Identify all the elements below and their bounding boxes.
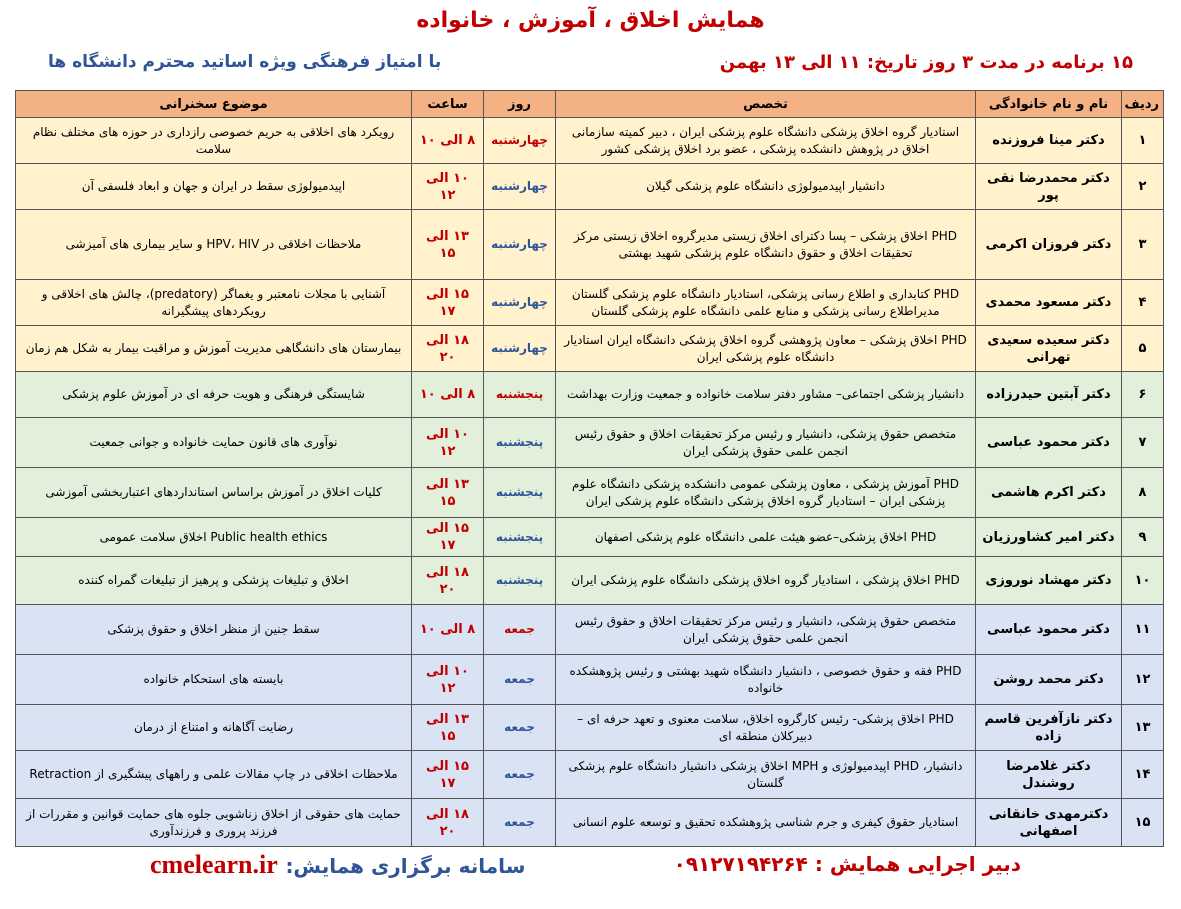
platform-link[interactable]: cmelearn.ir (150, 850, 278, 879)
col-header-topic: موضوع سخنرانی (16, 91, 412, 118)
session-day: پنجشنبه (484, 557, 556, 605)
table-header-row (16, 91, 1164, 118)
table-row (16, 164, 1164, 210)
platform-info (150, 850, 525, 880)
row-index: ۶ (1122, 372, 1164, 418)
session-time: ۱۵ الی ۱۷ (412, 280, 484, 326)
table-row (16, 210, 1164, 280)
session-topic: آشنایی با مجلات نامعتبر و یغماگر (predatory)، چالش های اخلاقی و رویکردهای پیشگیرانه (16, 280, 412, 326)
col-header-index: ردیف (1122, 91, 1164, 118)
table-row (16, 799, 1164, 847)
session-topic: ملاحظات اخلاقی در HPV، HIV و سایر بیماری های آمیزشی (16, 210, 412, 280)
speaker-specialty: PHD اخلاق پزشکی ، استادیار گروه اخلاق پزشکی دانشگاه علوم پزشکی ایران (556, 557, 976, 605)
session-day: جمعه (484, 751, 556, 799)
session-time: ۱۳ الی ۱۵ (412, 210, 484, 280)
table-row (16, 418, 1164, 468)
program-table (15, 90, 1164, 847)
session-time: ۱۰ الی ۱۲ (412, 418, 484, 468)
speaker-name: دکتر مهشاد نوروزی (976, 557, 1122, 605)
session-day: چهارشنبه (484, 210, 556, 280)
table-row (16, 468, 1164, 518)
row-index: ۱۵ (1122, 799, 1164, 847)
table-row (16, 280, 1164, 326)
session-topic: حمایت های حقوقی از اخلاق زناشویی جلوه های حمایت قوانین و مقررات از فرزند پروری و فرزندآوری (16, 799, 412, 847)
speaker-name: دکتر محمود عباسی (976, 605, 1122, 655)
col-header-specialty: تخصص (556, 91, 976, 118)
col-header-time: ساعت (412, 91, 484, 118)
table-row (16, 372, 1164, 418)
credit-info: با امتیاز فرهنگی ویژه اساتید محترم دانشگاه ها (48, 52, 442, 72)
session-time: ۸ الی ۱۰ (412, 118, 484, 164)
session-topic: کلیات اخلاق در آموزش براساس استانداردهای اعتباربخشی آموزشی (16, 468, 412, 518)
row-index: ۸ (1122, 468, 1164, 518)
speaker-name: دکتر مسعود محمدی (976, 280, 1122, 326)
speaker-name: دکتر آبتین حیدرزاده (976, 372, 1122, 418)
session-time: ۱۰ الی ۱۲ (412, 164, 484, 210)
session-time: ۸ الی ۱۰ (412, 372, 484, 418)
session-topic: بیمارستان های دانشگاهی مدیریت آموزش و مراقبت بیمار به شکل هم زمان (16, 326, 412, 372)
speaker-specialty: استادیار گروه اخلاق پزشکی دانشگاه علوم پزشکی ایران ، دبیر کمیته سازمانی اخلاق در پژوهش دانشکده پزشکی ، عضو برد اخلاق پزشکی کشور (556, 118, 976, 164)
session-day: جمعه (484, 705, 556, 751)
row-index: ۷ (1122, 418, 1164, 468)
speaker-specialty: دانشیار اپیدمیولوژی دانشگاه علوم پزشکی گیلان (556, 164, 976, 210)
session-topic: Public health ethics اخلاق سلامت عمومی (16, 518, 412, 557)
row-index: ۱۳ (1122, 705, 1164, 751)
row-index: ۳ (1122, 210, 1164, 280)
session-time: ۱۳ الی ۱۵ (412, 468, 484, 518)
table-row (16, 118, 1164, 164)
table-row (16, 557, 1164, 605)
row-index: ۱۴ (1122, 751, 1164, 799)
session-time: ۱۵ الی ۱۷ (412, 751, 484, 799)
table-row (16, 751, 1164, 799)
speaker-specialty: متخصص حقوق پزشکی، دانشیار و رئیس مرکز تحقیقات اخلاق و حقوق رئیس انجمن علمی حقوق پزشکی ایران (556, 418, 976, 468)
session-day: چهارشنبه (484, 280, 556, 326)
session-time: ۱۰ الی ۱۲ (412, 655, 484, 705)
speaker-specialty: استادیار حقوق کیفری و جرم شناسی پژوهشکده تحقیق و توسعه علوم انسانی (556, 799, 976, 847)
session-day: جمعه (484, 605, 556, 655)
table-row (16, 655, 1164, 705)
session-time: ۱۸ الی ۲۰ (412, 799, 484, 847)
row-index: ۱۰ (1122, 557, 1164, 605)
speaker-specialty: PHD اخلاق پزشکی–عضو هیئت علمی دانشگاه علوم پزشکی اصفهان (556, 518, 976, 557)
session-time: ۱۸ الی ۲۰ (412, 326, 484, 372)
speaker-name: دکتر غلامرضا روشندل (976, 751, 1122, 799)
session-day: پنجشنبه (484, 518, 556, 557)
session-topic: رویکرد های اخلاقی به حریم خصوصی رازداری در حوزه های مختلف نظام سلامت (16, 118, 412, 164)
session-day: چهارشنبه (484, 326, 556, 372)
session-time: ۱۵ الی ۱۷ (412, 518, 484, 557)
row-index: ۱۱ (1122, 605, 1164, 655)
speaker-specialty: PHD فقه و حقوق خصوصی ، دانشیار دانشگاه شهید بهشتی و رئیس پژوهشکده خانواده (556, 655, 976, 705)
speaker-name: دکتر محمدرضا نقی پور (976, 164, 1122, 210)
session-topic: اخلاق و تبلیغات پزشکی و پرهیز از تبلیغات گمراه کننده (16, 557, 412, 605)
speaker-specialty: PHD اخلاق پزشکی – پسا دکترای اخلاق زیستی مدیرگروه اخلاق زیستی مرکز تحقیقات اخلاق و حقوق دانشگاه علوم پزشکی شهید بهشتی (556, 210, 976, 280)
speaker-name: دکتر محمد روشن (976, 655, 1122, 705)
session-day: جمعه (484, 799, 556, 847)
schedule-info: ۱۵ برنامه در مدت ۳ روز تاریخ: ۱۱ الی ۱۳ بهمن (719, 52, 1133, 73)
session-day: پنجشنبه (484, 418, 556, 468)
session-time: ۱۳ الی ۱۵ (412, 705, 484, 751)
executive-secretary: دبیر اجرایی همایش : ۰۹۱۲۷۱۹۴۲۶۴ (673, 852, 1021, 876)
page-title: همایش اخلاق ، آموزش ، خانواده (416, 8, 765, 33)
session-topic: نوآوری های قانون حمایت خانواده و جوانی جمعیت (16, 418, 412, 468)
speaker-specialty: متخصص حقوق پزشکی، دانشیار و رئیس مرکز تحقیقات اخلاق و حقوق رئیس انجمن علمی حقوق پزشکی ایران (556, 605, 976, 655)
speaker-name: دکتر امیر کشاورزیان (976, 518, 1122, 557)
speaker-name: دکتر فروزان اکرمی (976, 210, 1122, 280)
session-topic: بایسته های استحکام خانواده (16, 655, 412, 705)
row-index: ۹ (1122, 518, 1164, 557)
session-day: پنجشنبه (484, 372, 556, 418)
session-day: چهارشنبه (484, 164, 556, 210)
platform-label: سامانه برگزاری همایش: (285, 854, 526, 878)
row-index: ۱ (1122, 118, 1164, 164)
session-topic: اپیدمیولوژی سقط در ایران و جهان و ابعاد فلسفی آن (16, 164, 412, 210)
speaker-name: دکتر نازآفرین قاسم زاده (976, 705, 1122, 751)
speaker-specialty: PHD کتابداری و اطلاع رسانی پزشکی، استادیار دانشگاه علوم پزشکی گلستان مدیراطلاع رسانی پزشکی و منابع علمی دانشگاه علوم پزشکی گلستان (556, 280, 976, 326)
row-index: ۴ (1122, 280, 1164, 326)
row-index: ۲ (1122, 164, 1164, 210)
speaker-specialty: PHD اخلاق پزشکی- رئیس کارگروه اخلاق، سلامت معنوی و تعهد حرفه ای – دبیرکلان منطقه ای (556, 705, 976, 751)
session-day: جمعه (484, 655, 556, 705)
speaker-specialty: PHD آموزش پزشکی ، معاون پزشکی عمومی دانشکده پزشکی دانشگاه علوم پزشکی ایران – استادیار گروه اخلاق پزشکی دانشگاه علوم پزشکی ایران (556, 468, 976, 518)
speaker-name: دکترمهدی خانقانی اصفهانی (976, 799, 1122, 847)
col-header-day: روز (484, 91, 556, 118)
speaker-name: دکتر سعیده سعیدی تهرانی (976, 326, 1122, 372)
session-time: ۸ الی ۱۰ (412, 605, 484, 655)
col-header-name: نام و نام خانوادگی (976, 91, 1122, 118)
session-day: چهارشنبه (484, 118, 556, 164)
session-topic: ملاحظات اخلاقی در چاپ مقالات علمی و راههای پیشگیری از Retraction (16, 751, 412, 799)
table-row (16, 605, 1164, 655)
speaker-specialty: دانشیار پزشکی اجتماعی– مشاور دفتر سلامت خانواده و جمعیت وزارت بهداشت (556, 372, 976, 418)
session-time: ۱۸ الی ۲۰ (412, 557, 484, 605)
speaker-name: دکتر مینا فروزنده (976, 118, 1122, 164)
table-row (16, 705, 1164, 751)
speaker-specialty: دانشیار، PHD اپیدمیولوژی و MPH اخلاق پزشکی دانشیار دانشگاه علوم پزشکی گلستان (556, 751, 976, 799)
row-index: ۵ (1122, 326, 1164, 372)
session-topic: سقط جنین از منظر اخلاق و حقوق پزشکی (16, 605, 412, 655)
session-day: پنجشنبه (484, 468, 556, 518)
speaker-name: دکتر محمود عباسی (976, 418, 1122, 468)
table-row (16, 326, 1164, 372)
speaker-specialty: PHD اخلاق پزشکی – معاون پژوهشی گروه اخلاق پزشکی دانشگاه ایران استادیار دانشگاه علوم پزشکی ایران (556, 326, 976, 372)
speaker-name: دکتر اکرم هاشمی (976, 468, 1122, 518)
session-topic: رضایت آگاهانه و امتناع از درمان (16, 705, 412, 751)
table-row (16, 518, 1164, 557)
row-index: ۱۲ (1122, 655, 1164, 705)
session-topic: شایستگی فرهنگی و هویت حرفه ای در آموزش علوم پزشکی (16, 372, 412, 418)
